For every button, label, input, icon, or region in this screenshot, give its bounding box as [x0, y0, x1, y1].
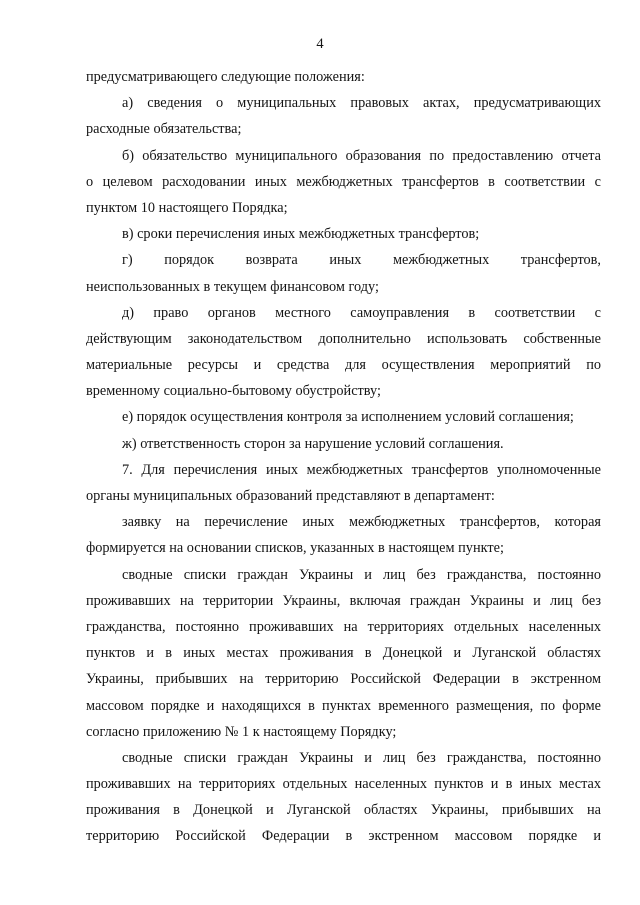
text-line: территорию Российской Федерации в экстренном массовом порядке и — [86, 828, 601, 845]
text-line: сводные списки граждан Украины и лиц без гражданства, постоянно — [122, 566, 601, 583]
text-line: материальные ресурсы и средства для осуществления мероприятий по — [86, 357, 601, 374]
text-line: расходные обязательства; — [86, 121, 242, 138]
text-line: пунктов и в иных местах проживания в Донецкой и Луганской областях — [86, 645, 601, 662]
text-line: проживавших на территории Украины, включая граждан Украины и лиц без — [86, 592, 601, 609]
paragraph — [86, 247, 601, 299]
paragraph — [86, 221, 601, 247]
text-line: б) обязательство муниципального образования по предоставлению отчета — [122, 147, 601, 164]
paragraph — [86, 143, 601, 222]
text-line: предусматривающего следующие положения: — [86, 69, 365, 85]
text-line: 7. Для перечисления иных межбюджетных трансфертов уполномоченные — [122, 461, 601, 478]
text-line: в) сроки перечисления иных межбюджетных трансфертов; — [122, 226, 480, 243]
text-line: массовом порядке и находящихся в пунктах временного размещения, по форме — [86, 697, 601, 714]
page-number: 4 — [316, 36, 324, 52]
paragraph — [86, 300, 601, 405]
paragraph — [86, 562, 601, 745]
text-line: о целевом расходовании иных межбюджетных трансфертов в соответствии с — [86, 173, 601, 190]
text-line: Украины, прибывших на территорию Российской Федерации в экстренном — [86, 671, 601, 688]
paragraph — [86, 64, 601, 90]
text-line: сводные списки граждан Украины и лиц без гражданства, постоянно — [122, 749, 601, 766]
paragraph — [86, 745, 601, 850]
paragraph — [86, 457, 601, 509]
text-line: формируется на основании списков, указанных в настоящем пункте; — [86, 540, 504, 557]
text-line: согласно приложению № 1 к настоящему Порядку; — [86, 723, 397, 740]
paragraph — [86, 90, 601, 142]
text-line: проживавших на территориях отдельных населенных пунктов и в иных местах — [86, 776, 601, 793]
text-line: временному социально-бытовому обустройству; — [86, 383, 381, 400]
text-line: неиспользованных в текущем финансовом году; — [86, 278, 379, 295]
paragraph — [86, 431, 601, 457]
text-line: органы муниципальных образований представляют в департамент: — [86, 488, 495, 504]
paragraph — [86, 404, 601, 430]
text-line: г) порядок возврата иных межбюджетных трансфертов, — [122, 252, 601, 269]
text-line: ж) ответственность сторон за нарушение условий соглашения. — [122, 435, 504, 452]
text-line: д) право органов местного самоуправления в соответствии с — [122, 304, 601, 321]
text-line: а) сведения о муниципальных правовых актах, предусматривающих — [122, 95, 601, 112]
paragraph — [86, 509, 601, 561]
text-line: пунктом 10 настоящего Порядка; — [86, 199, 288, 216]
text-line: действующим законодательством дополнительно использовать собственные — [86, 330, 601, 347]
document-body — [86, 64, 601, 850]
text-line: гражданства, постоянно проживавших на территориях отдельных населенных — [86, 618, 601, 635]
text-line: е) порядок осуществления контроля за исполнением условий соглашения; — [122, 409, 574, 426]
text-line: проживания в Донецкой и Луганской областях Украины, прибывших на — [86, 802, 601, 819]
text-line: заявку на перечисление иных межбюджетных трансфертов, которая — [122, 514, 601, 531]
